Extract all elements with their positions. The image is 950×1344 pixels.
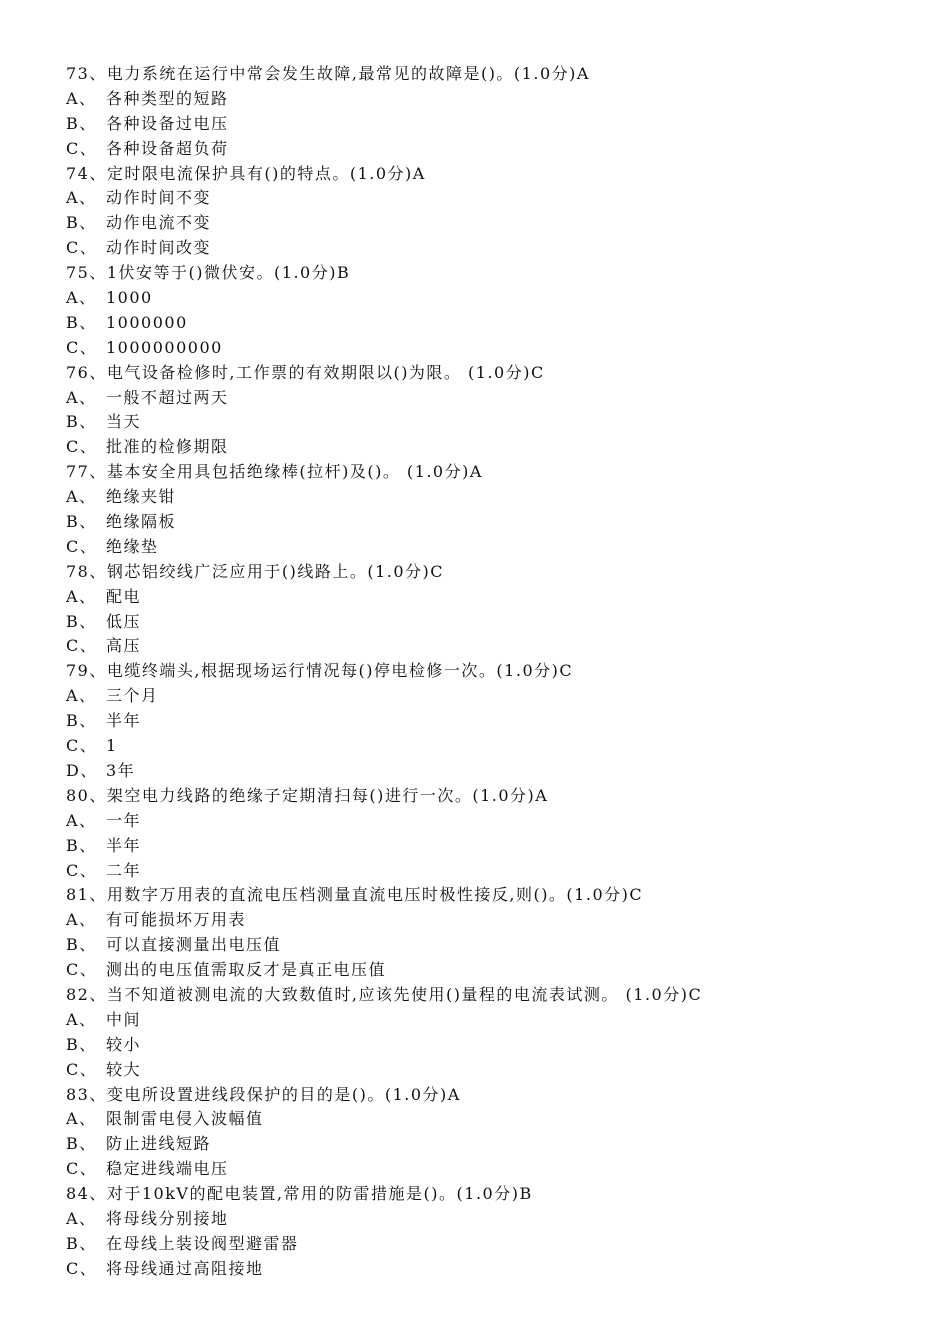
option-82-b (66, 1033, 926, 1058)
option-text: 一般不超过两天 (106, 387, 229, 407)
option-letter: C、 (66, 960, 98, 980)
option-84-b (66, 1232, 926, 1257)
option-letter: B、 (66, 611, 97, 631)
option-73-a (66, 87, 926, 112)
option-text: 低压 (106, 611, 142, 631)
option-79-d (66, 759, 926, 784)
question-stem-73: 73、电力系统在运行中常会发生故障,最常见的故障是()。(1.0分)A (66, 64, 590, 83)
option-letter: A、 (66, 586, 97, 606)
option-text: 绝缘隔板 (106, 512, 177, 532)
option-text: 三个月 (106, 686, 159, 706)
option-letter: C、 (66, 337, 98, 357)
option-text: 1000000000 (106, 337, 223, 357)
option-text: 将母线通过高阻接地 (106, 1258, 264, 1278)
option-74-a (66, 186, 926, 211)
option-text: 测出的电压值需取反才是真正电压值 (106, 960, 387, 980)
option-letter: C、 (66, 860, 98, 880)
option-letter: A、 (66, 686, 97, 706)
option-84-c (66, 1257, 926, 1282)
option-letter: A、 (66, 487, 97, 507)
option-text: 在母线上装设阀型避雷器 (106, 1233, 299, 1253)
option-text: 较大 (106, 1059, 142, 1079)
option-78-c (66, 634, 926, 659)
option-letter: A、 (66, 1208, 97, 1228)
option-letter: A、 (66, 1009, 97, 1029)
option-80-b (66, 834, 926, 859)
option-letter: C、 (66, 238, 98, 258)
option-letter: C、 (66, 1059, 98, 1079)
option-letter: C、 (66, 636, 98, 656)
option-letter: C、 (66, 736, 98, 756)
option-text: 可以直接测量出电压值 (106, 935, 282, 955)
option-text: 高压 (106, 636, 142, 656)
question-stem-78: 78、钢芯铝绞线广泛应用于()线路上。(1.0分)C (66, 561, 445, 581)
option-letter: B、 (66, 935, 97, 955)
option-81-a (66, 908, 926, 933)
option-77-c (66, 535, 926, 560)
question-stem-80: 80、架空电力线路的绝缘子定期清扫每()进行一次。(1.0分)A (66, 785, 549, 805)
option-text: 3年 (106, 760, 136, 780)
option-76-a (66, 386, 926, 411)
option-letter: B、 (66, 835, 97, 855)
option-text: 绝缘夹钳 (106, 487, 177, 507)
option-75-b (66, 311, 926, 336)
option-letter: B、 (66, 711, 97, 731)
option-75-a (66, 286, 926, 311)
option-letter: B、 (66, 1233, 97, 1253)
option-text: 动作时间改变 (106, 238, 212, 258)
option-letter: C、 (66, 536, 98, 556)
option-letter: D、 (66, 760, 98, 780)
option-letter: A、 (66, 188, 97, 208)
question-stem-77: 77、基本安全用具包括绝缘棒(拉杆)及()。 (1.0分)A (66, 462, 483, 482)
option-text: 一年 (106, 810, 142, 830)
option-text: 1 (106, 736, 118, 756)
option-79-b (66, 709, 926, 734)
option-84-a (66, 1207, 926, 1232)
option-76-b (66, 410, 926, 435)
question-stem-84: 84、对于10kV的配电装置,常用的防雷措施是()。(1.0分)B (66, 1184, 533, 1204)
option-text: 二年 (106, 860, 142, 880)
option-text: 半年 (106, 835, 142, 855)
option-text: 中间 (106, 1009, 142, 1029)
option-letter: B、 (66, 512, 97, 532)
option-83-c (66, 1157, 926, 1182)
option-text: 稳定进线端电压 (106, 1159, 229, 1179)
question-stem-81: 81、用数字万用表的直流电压档测量直流电压时极性接反,则()。(1.0分)C (66, 885, 644, 905)
option-82-a (66, 1008, 926, 1033)
option-letter: C、 (66, 1159, 98, 1179)
option-82-c (66, 1058, 926, 1083)
option-text: 各种设备超负荷 (106, 138, 229, 158)
option-letter: A、 (66, 288, 97, 308)
option-77-b (66, 510, 926, 535)
question-stem-82: 82、当不知道被测电流的大致数值时,应该先使用()量程的电流表试测。 (1.0分)C (66, 984, 703, 1004)
option-text: 1000000 (106, 312, 188, 332)
option-letter: A、 (66, 810, 97, 830)
option-75-c (66, 336, 926, 361)
option-letter: C、 (66, 437, 98, 457)
option-text: 当天 (106, 412, 142, 432)
option-74-c (66, 236, 926, 261)
option-text: 较小 (106, 1034, 142, 1054)
option-text: 防止进线短路 (106, 1134, 212, 1154)
option-80-a (66, 809, 926, 834)
option-letter: A、 (66, 910, 97, 930)
option-letter: B、 (66, 412, 97, 432)
question-stem-76: 76、电气设备检修时,工作票的有效期限以()为限。 (1.0分)C (66, 362, 545, 382)
option-74-b (66, 211, 926, 236)
option-77-a (66, 485, 926, 510)
option-letter: B、 (66, 113, 97, 133)
option-text: 动作时间不变 (106, 188, 212, 208)
option-73-c (66, 137, 926, 162)
option-text: 批准的检修期限 (106, 437, 229, 457)
option-78-a (66, 585, 926, 610)
option-83-a (66, 1107, 926, 1132)
option-text: 绝缘垫 (106, 536, 159, 556)
option-text: 有可能损坏万用表 (106, 910, 247, 930)
option-letter: C、 (66, 1258, 98, 1278)
option-letter: B、 (66, 213, 97, 233)
question-stem-74: 74、定时限电流保护具有()的特点。(1.0分)A (66, 163, 426, 183)
question-stem-83: 83、变电所设置进线段保护的目的是()。(1.0分)A (66, 1084, 461, 1104)
option-83-b (66, 1132, 926, 1157)
question-stem-79: 79、电缆终端头,根据现场运行情况每()停电检修一次。(1.0分)C (66, 661, 574, 681)
option-79-a (66, 684, 926, 709)
option-text: 动作电流不变 (106, 213, 212, 233)
option-letter: A、 (66, 88, 97, 108)
option-letter: B、 (66, 1034, 97, 1054)
option-letter: A、 (66, 1109, 97, 1129)
option-text: 各种类型的短路 (106, 88, 229, 108)
option-79-c (66, 734, 926, 759)
option-80-c (66, 859, 926, 884)
option-text: 各种设备过电压 (106, 113, 229, 133)
option-73-b (66, 112, 926, 137)
option-text: 配电 (106, 586, 142, 606)
option-text: 1000 (106, 288, 153, 308)
question-stem-75: 75、1伏安等于()微伏安。(1.0分)B (66, 263, 351, 283)
option-letter: C、 (66, 138, 98, 158)
option-76-c (66, 435, 926, 460)
option-78-b (66, 610, 926, 635)
option-text: 半年 (106, 711, 142, 731)
option-letter: A、 (66, 387, 97, 407)
option-81-b (66, 933, 926, 958)
option-text: 限制雷电侵入波幅值 (106, 1109, 264, 1129)
option-letter: B、 (66, 1134, 97, 1154)
option-81-c (66, 958, 926, 983)
question-list (66, 62, 926, 1282)
option-letter: B、 (66, 312, 97, 332)
option-text: 将母线分别接地 (106, 1208, 229, 1228)
